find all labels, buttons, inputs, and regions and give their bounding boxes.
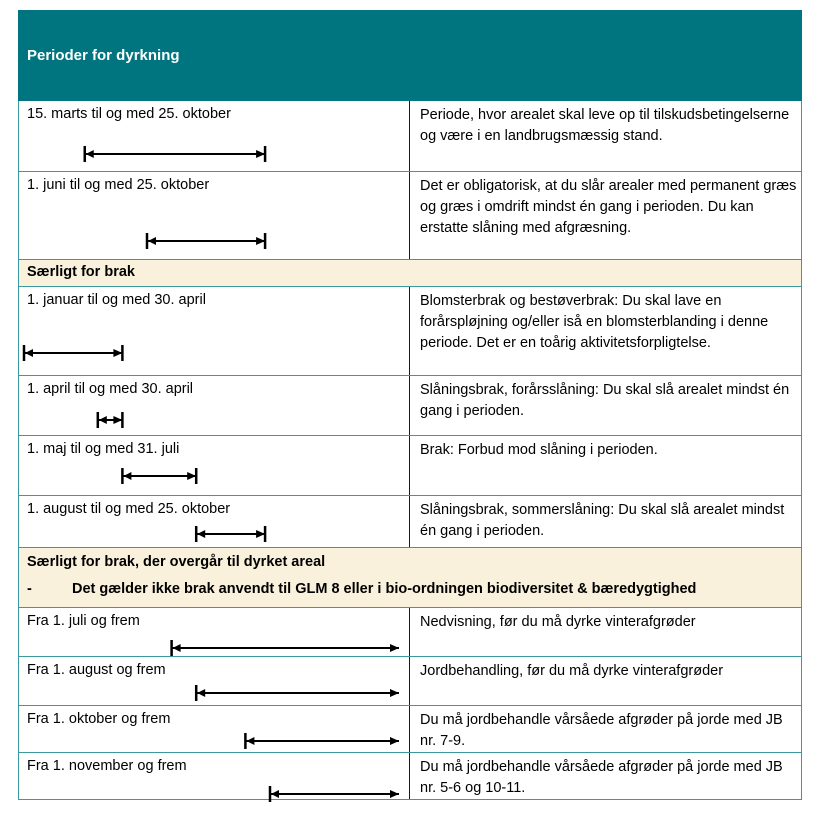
- period-arrow: [19, 706, 410, 753]
- arrow-head-left: [25, 349, 33, 357]
- section-note: Det gælder ikke brak anvendt til GLM 8 eller i bio-ordningen biodiversitet & bæredygtighed: [72, 581, 697, 597]
- period-cell: [19, 753, 410, 799]
- arrow-head-right: [113, 349, 122, 357]
- period-cell: [19, 287, 410, 375]
- period-label: Fra 1. november og frem: [27, 758, 187, 774]
- section-title: Særligt for brak: [27, 264, 135, 280]
- arrow-head-left: [173, 644, 181, 652]
- period-label: 1. april til og med 30. april: [27, 381, 194, 397]
- period-description: Brak: Forbud mod slåning i perioden.: [420, 442, 658, 458]
- period-description: Slåningsbrak, sommerslåning: Du skal slå arealet mindst én gang i perioden.: [420, 502, 785, 539]
- period-label: 1. august til og med 25. oktober: [27, 501, 231, 517]
- period-label: Fra 1. oktober og frem: [27, 711, 171, 727]
- period-arrow: [19, 657, 410, 706]
- period-description: Nedvisning, før du må dyrke vinterafgrøder: [420, 614, 696, 630]
- period-label: 1. juni til og med 25. oktober: [27, 177, 210, 193]
- period-description: Det er obligatorisk, at du slår arealer med permanent græs og græs i omdrift mindst én gang i perioden. Du kan erstatte slåning med afgræsning.: [420, 178, 797, 236]
- period-cell: [19, 657, 410, 705]
- arrow-head-left: [123, 472, 131, 480]
- period-arrow: [19, 101, 410, 172]
- period-description: Jordbehandling, før du må dyrke vinterafgrøder: [420, 663, 724, 679]
- period-arrow: [19, 753, 410, 800]
- section-header-brak: [18, 260, 802, 287]
- table-row: [18, 496, 802, 548]
- period-arrow: [19, 436, 410, 496]
- period-label: 15. marts til og med 25. oktober: [27, 106, 231, 122]
- period-cell: [19, 101, 410, 171]
- period-description: Periode, hvor arealet skal leve op til tilskudsbetingelserne og være i en landbrugsmæssig stand.: [420, 107, 790, 144]
- period-description: Du må jordbehandle vårsåede afgrøder på jorde med JB nr. 7-9.: [420, 712, 783, 749]
- period-cell: [19, 436, 410, 495]
- arrow-head-right: [187, 472, 196, 480]
- arrow-head-left: [99, 416, 107, 424]
- arrow-head-left: [246, 737, 254, 745]
- bullet-dash: -: [27, 581, 32, 597]
- arrow-head-right: [256, 237, 265, 245]
- arrow-head-right: [256, 530, 265, 538]
- arrow-head-left: [197, 530, 205, 538]
- period-label: 1. maj til og med 31. juli: [27, 441, 180, 457]
- period-description: Du må jordbehandle vårsåede afgrøder på jorde med JB nr. 5-6 og 10-11.: [420, 759, 783, 796]
- table-title: Perioder for dyrkning: [27, 47, 180, 64]
- period-cell: [19, 172, 410, 259]
- arrow-head-right: [390, 689, 399, 697]
- table-row: [18, 657, 802, 706]
- period-arrow: [19, 496, 410, 548]
- arrow-head-right: [390, 790, 399, 798]
- arrow-head-left: [197, 689, 205, 697]
- period-label: Fra 1. august og frem: [27, 662, 166, 678]
- arrow-head-left: [271, 790, 279, 798]
- period-description: Slåningsbrak, forårsslåning: Du skal slå arealet mindst én gang i perioden.: [420, 382, 790, 419]
- table-row: [18, 706, 802, 753]
- period-cell: [19, 496, 410, 547]
- table-row: [18, 608, 802, 657]
- section-title: Særligt for brak, der overgår til dyrket areal: [27, 554, 326, 570]
- arrow-head-left: [86, 150, 94, 158]
- period-cell: [19, 608, 410, 656]
- table-header: [18, 10, 802, 101]
- arrow-head-right: [256, 150, 265, 158]
- section-header-transition: [18, 548, 802, 608]
- arrow-head-right: [390, 644, 399, 652]
- table-row: [18, 101, 802, 172]
- period-arrow: [19, 287, 410, 376]
- table-row: [18, 172, 802, 260]
- period-label: 1. januar til og med 30. april: [27, 292, 206, 308]
- period-arrow: [19, 376, 410, 436]
- period-arrow: [19, 172, 410, 260]
- table-row: [18, 287, 802, 376]
- table-row: [18, 376, 802, 436]
- arrow-head-right: [390, 737, 399, 745]
- period-cell: [19, 706, 410, 752]
- period-cell: [19, 376, 410, 435]
- table-row: [18, 436, 802, 496]
- period-description: Blomsterbrak og bestøverbrak: Du skal lave en forårspløjning og/eller iså en blomsterblanding i denne periode. Det er en toårig aktivitetsforpligtelse.: [420, 293, 769, 351]
- arrow-head-right: [113, 416, 122, 424]
- period-arrow: [19, 608, 410, 657]
- arrow-head-left: [148, 237, 156, 245]
- table-row: [18, 753, 802, 800]
- period-label: Fra 1. juli og frem: [27, 613, 140, 629]
